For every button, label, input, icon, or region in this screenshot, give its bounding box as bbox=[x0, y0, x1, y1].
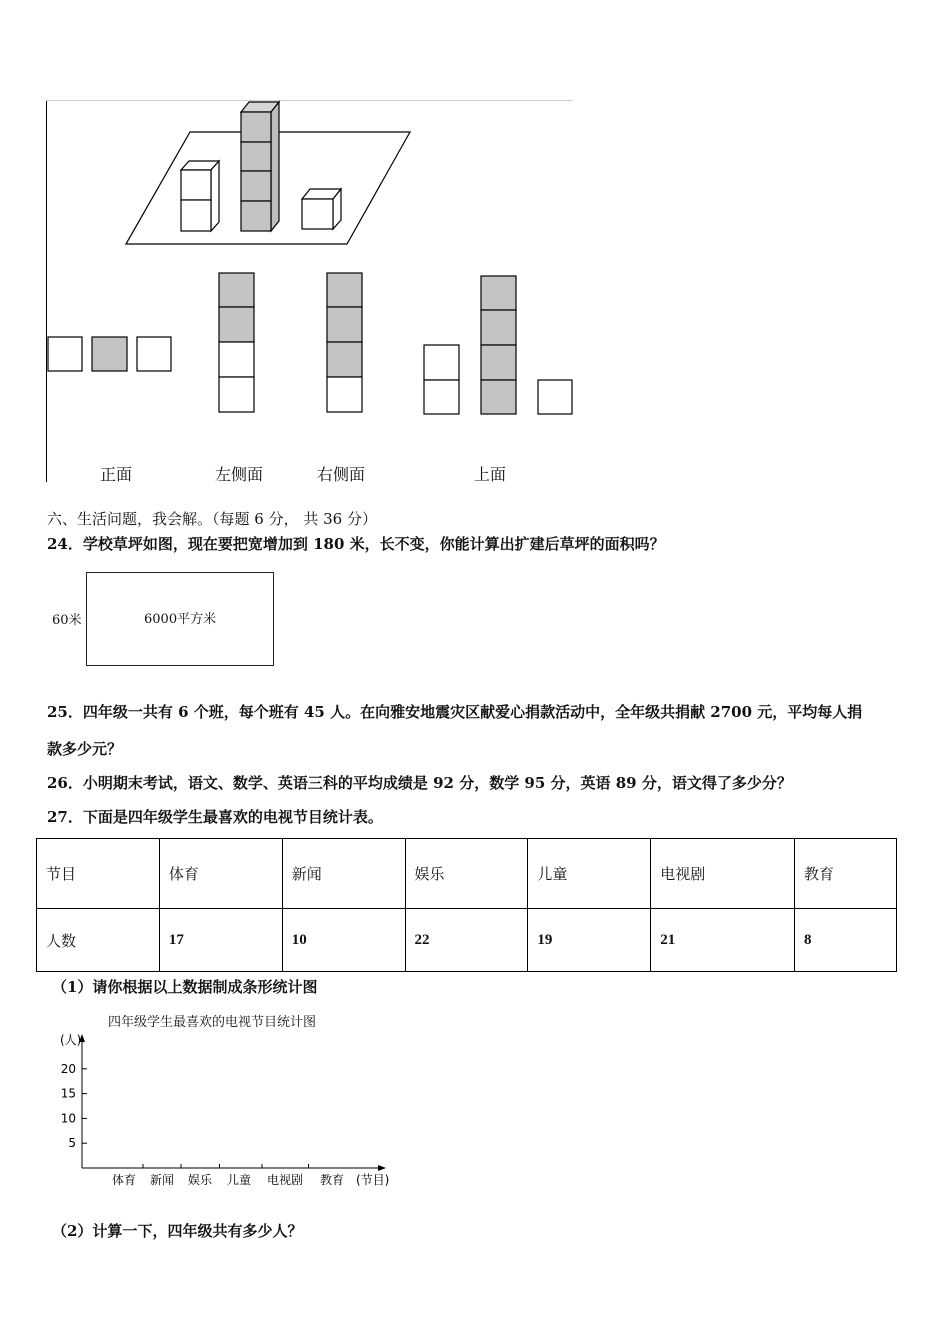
question-26: 26．小明期末考试，语文、数学、英语三科的平均成绩是 92 分，数学 95 分，英语 89 分，语文得了多少分？ bbox=[47, 774, 792, 792]
left-stack bbox=[181, 161, 219, 231]
x-tick-label: 新闻 bbox=[149, 1173, 175, 1187]
question-25-line2: 款多少元？ bbox=[47, 740, 123, 758]
view-label-right: 右侧面 bbox=[317, 465, 366, 484]
table-cell: 新闻 bbox=[282, 839, 405, 909]
table-cell: 人数 bbox=[37, 909, 160, 972]
table-cell: 19 bbox=[528, 909, 651, 972]
table-cell: 节目 bbox=[37, 839, 160, 909]
cube-figure bbox=[0, 0, 600, 500]
x-axis-label: (节目) bbox=[356, 1173, 390, 1187]
y-axis-label: (人) bbox=[60, 1033, 82, 1047]
y-tick-label: 5 bbox=[68, 1136, 76, 1151]
question-24: 24．学校草坪如图，现在要把宽增加到 180 米，长不变，你能计算出扩建后草坪的面积吗？ bbox=[47, 535, 665, 553]
y-tick-label: 20 bbox=[60, 1061, 76, 1076]
table-cell: 21 bbox=[651, 909, 795, 972]
y-tick-label: 15 bbox=[60, 1086, 76, 1101]
x-tick-label: 电视剧 bbox=[266, 1173, 304, 1187]
single-cube bbox=[302, 189, 341, 229]
table-row-counts bbox=[37, 909, 897, 972]
section-heading: 六、生活问题，我会解。（每题 6 分， 共 36 分） bbox=[47, 510, 377, 528]
table-cell: 17 bbox=[159, 909, 282, 972]
table-cell: 教育 bbox=[795, 839, 897, 909]
view-label-front: 正面 bbox=[100, 465, 133, 484]
question-27-part2: （2）计算一下，四年级共有多少人？ bbox=[52, 1222, 303, 1240]
table-cell: 娱乐 bbox=[405, 839, 528, 909]
view-label-left: 左侧面 bbox=[215, 465, 264, 484]
y-tick-label: 10 bbox=[60, 1111, 76, 1126]
question-27-part1: （1）请你根据以上数据制成条形统计图 bbox=[52, 978, 318, 996]
table-cell: 8 bbox=[795, 909, 897, 972]
view-top bbox=[424, 276, 572, 414]
x-tick-label: 娱乐 bbox=[187, 1173, 213, 1187]
table-cell: 电视剧 bbox=[651, 839, 795, 909]
view-front bbox=[48, 337, 171, 371]
question-27: 27．下面是四年级学生最喜欢的电视节目统计表。 bbox=[47, 808, 383, 826]
x-tick-label: 体育 bbox=[111, 1173, 137, 1187]
view-left bbox=[219, 273, 254, 412]
tall-stack bbox=[241, 102, 279, 231]
table-cell: 体育 bbox=[159, 839, 282, 909]
tv-program-table bbox=[36, 838, 897, 972]
chart-title: 四年级学生最喜欢的电视节目统计图 bbox=[108, 1015, 317, 1030]
table-cell: 10 bbox=[282, 909, 405, 972]
table-cell: 22 bbox=[405, 909, 528, 972]
x-tick-label: 儿童 bbox=[226, 1173, 252, 1187]
view-right bbox=[327, 273, 362, 412]
table-cell: 儿童 bbox=[528, 839, 651, 909]
x-axis-arrow bbox=[378, 1165, 386, 1171]
x-tick-label: 教育 bbox=[319, 1173, 345, 1187]
lawn-area-label: 6000平方米 bbox=[144, 612, 217, 627]
question-25-line1: 25．四年级一共有 6 个班，每个班有 45 人。在向雅安地震灾区献爱心捐款活动中，全年级共捐献 2700 元，平均每人捐 bbox=[47, 703, 863, 721]
lawn-width-label: 60米 bbox=[52, 613, 82, 628]
bar-chart bbox=[40, 1028, 410, 1198]
table-row-programs bbox=[37, 839, 897, 909]
view-label-top: 上面 bbox=[474, 465, 507, 484]
